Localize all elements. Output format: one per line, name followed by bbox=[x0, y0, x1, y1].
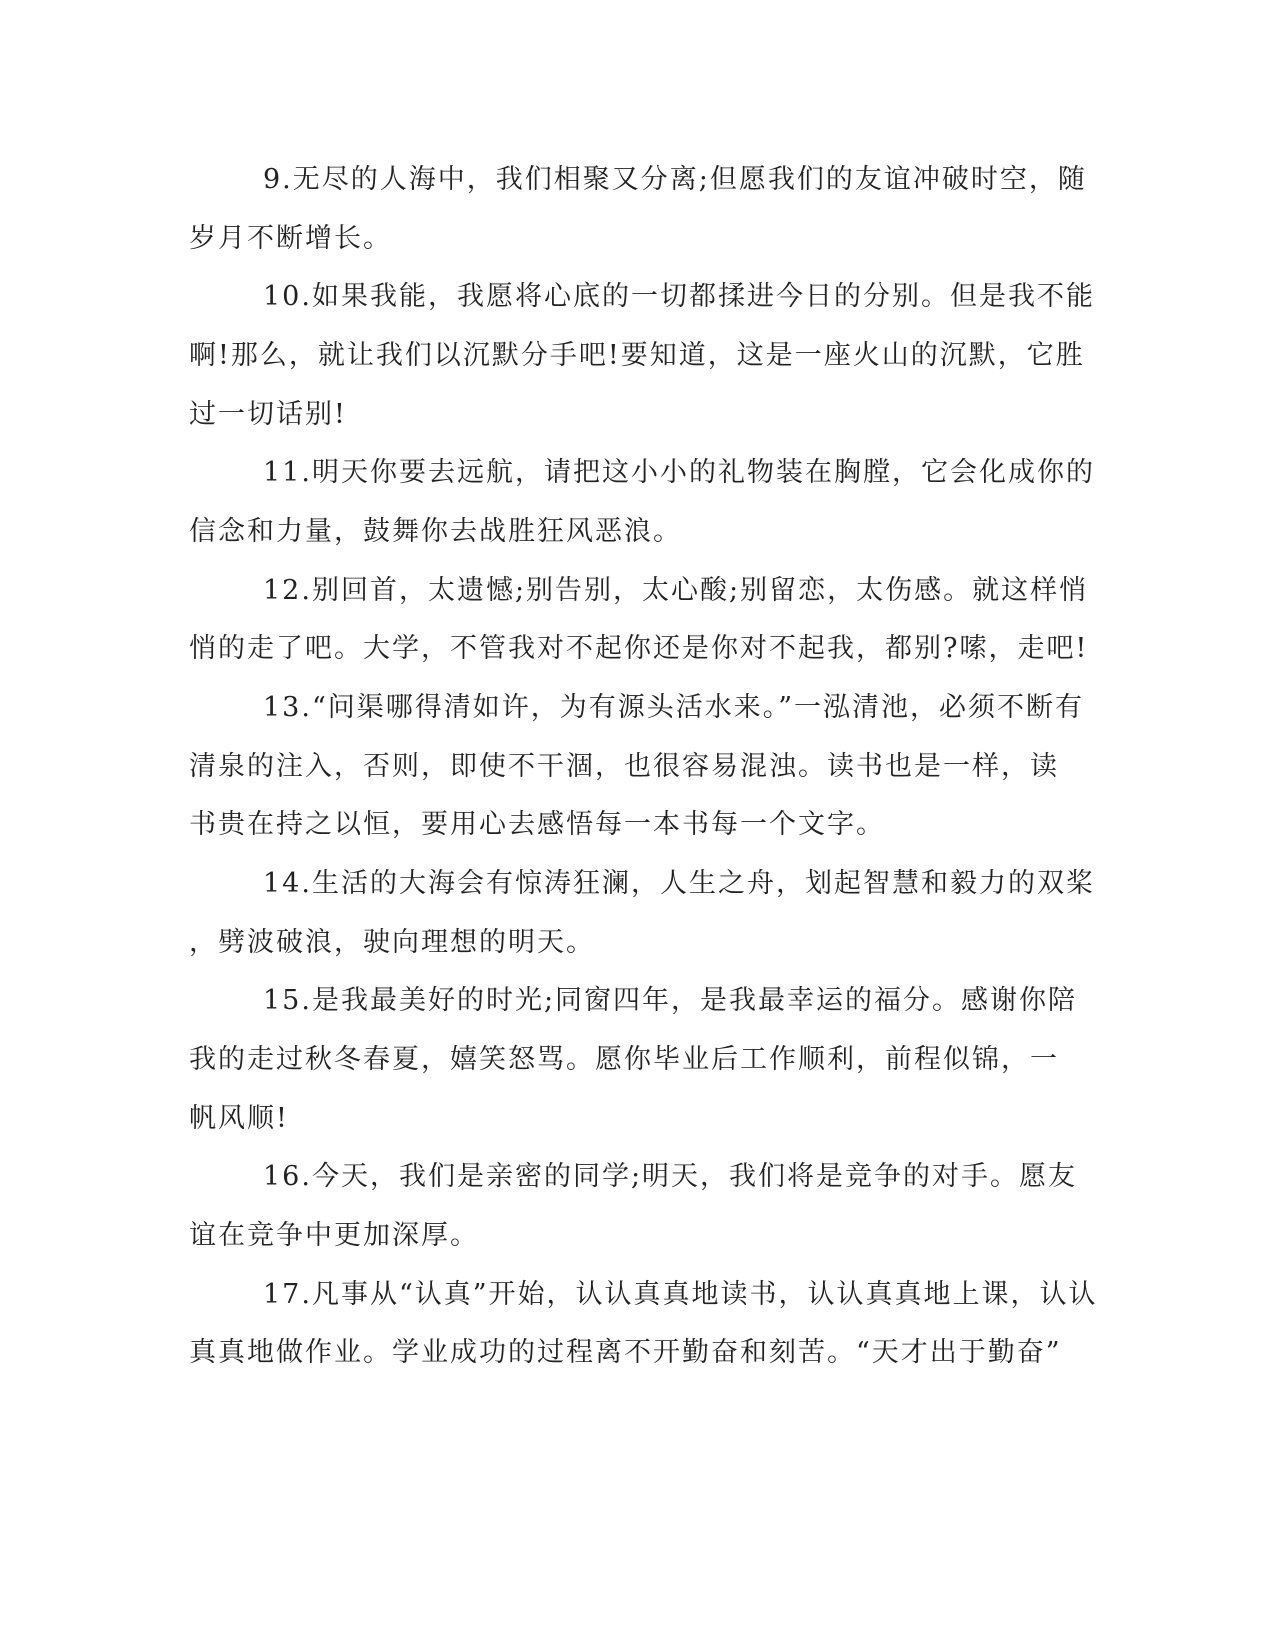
text-line: 17.凡事从“认真”开始，认认真真地读书，认认真真地上课，认认 bbox=[263, 1279, 1098, 1310]
text-line: 清泉的注入，否则，即使不干涸，也很容易混浊。读书也是一样，读 bbox=[189, 751, 1059, 782]
text-line: 岁月不断增长。 bbox=[189, 223, 392, 254]
text-line: 真真地做作业。学业成功的过程离不开勤奋和刻苦。“天才出于勤奋” bbox=[189, 1337, 1062, 1368]
text-line: 书贵在持之以恒，要用心去感悟每一本书每一个文字。 bbox=[189, 809, 885, 840]
text-line: 16.今天，我们是亲密的同学;明天，我们将是竞争的对手。愿友 bbox=[263, 1161, 1078, 1192]
text-line: 帆风顺! bbox=[189, 1103, 289, 1134]
text-line: ，劈波破浪，驶向理想的明天。 bbox=[189, 927, 595, 958]
text-line: 过一切话别! bbox=[189, 399, 347, 430]
text-line: 谊在竞争中更加深厚。 bbox=[189, 1220, 479, 1251]
text-line: 10.如果我能，我愿将心底的一切都揉进今日的分别。但是我不能 bbox=[263, 281, 1095, 312]
text-line: 悄的走了吧。大学，不管我对不起你还是你对不起我，都别?嗦，走吧! bbox=[189, 633, 1089, 664]
text-line: 我的走过秋冬春夏，嬉笑怒骂。愿你毕业后工作顺利，前程似锦，一 bbox=[189, 1044, 1059, 1075]
text-line: 12.别回首，太遗憾;别告别，太心酸;别留恋，太伤感。就这样悄 bbox=[263, 575, 1089, 606]
text-line: 14.生活的大海会有惊涛狂澜，人生之舟，划起智慧和毅力的双桨 bbox=[263, 868, 1095, 899]
text-line: 11.明天你要去远航，请把这小小的礼物装在胸膛，它会化成你的 bbox=[263, 457, 1095, 488]
text-line: 信念和力量，鼓舞你去战胜狂风恶浪。 bbox=[189, 516, 682, 547]
text-line: 9.无尽的人海中，我们相聚又分离;但愿我们的友谊冲破时空，随 bbox=[263, 164, 1087, 195]
text-line: 13.“问渠哪得清如许，为有源头活水来。”一泓清池，必须不断有 bbox=[263, 692, 1085, 723]
text-line: 啊!那么，就让我们以沉默分手吧!要知道，这是一座火山的沉默，它胜 bbox=[189, 340, 1085, 371]
text-line: 15.是我最美好的时光;同窗四年，是我最幸运的福分。感谢你陪 bbox=[263, 985, 1078, 1016]
